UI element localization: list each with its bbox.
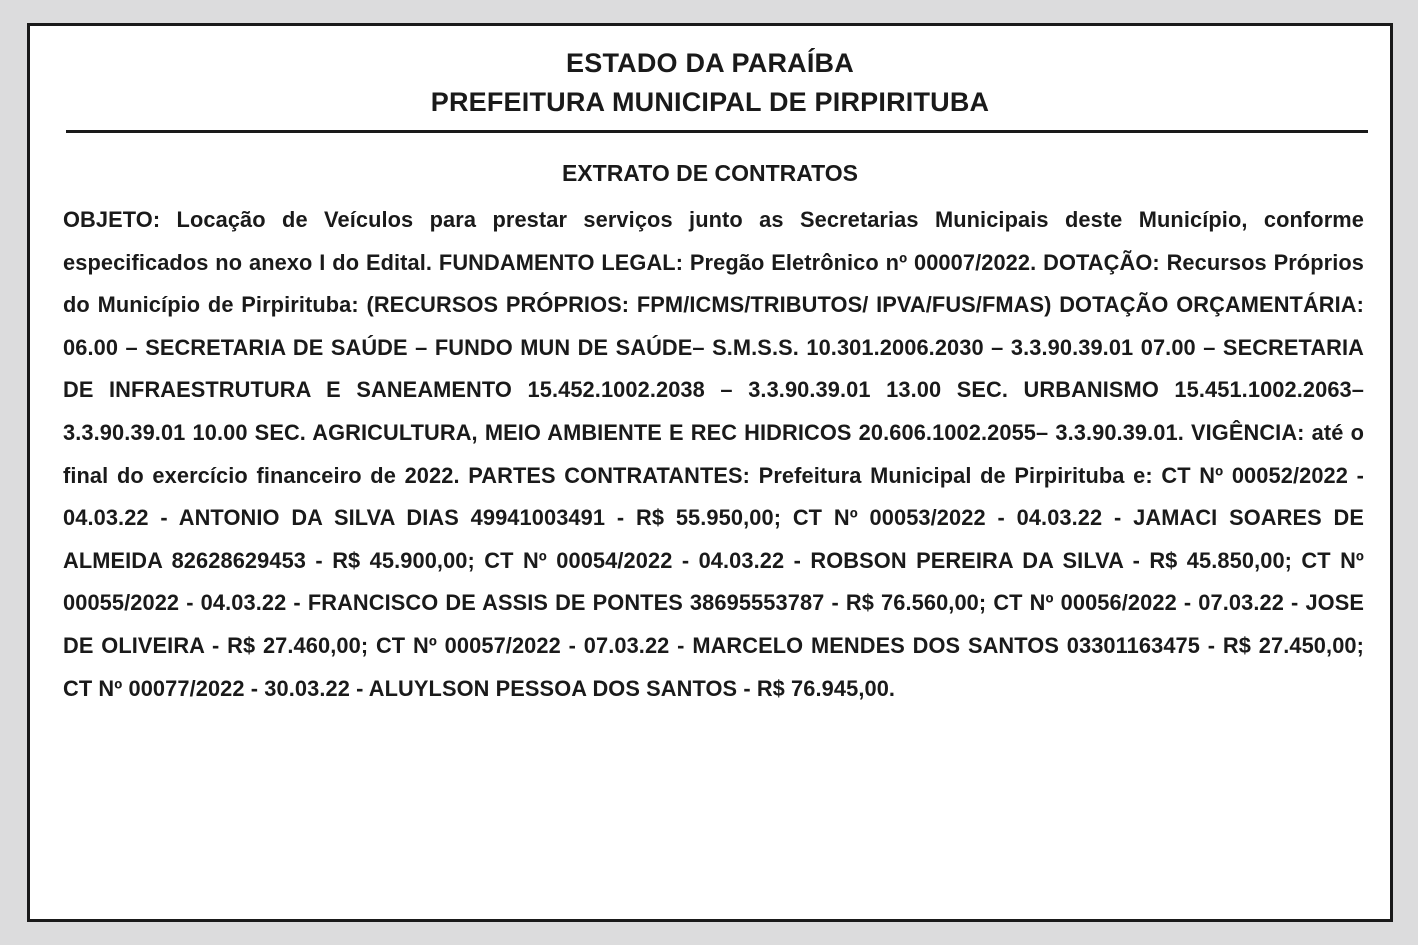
contract-body-text: OBJETO: Locação de Veículos para prestar serviços junto as Secretarias Municipais deste Município, conforme especificados no anexo I do Edital. FUNDAMENTO LEGAL: Pregão Eletrônico nº 00007/2022. DOTAÇÃO: Recursos Próprios do Município de Pirpirituba: (RECURSOS PRÓPRIOS: FPM/ICMS/TRIBUTOS/ IPVA/FUS/FMAS) DOTAÇÃO ORÇAMENTÁRIA: 06.00 – SECRETARIA DE SAÚDE – FUNDO MUN DE SAÚDE– S.M.S.S. 10.301.2006.2030 – 3.3.90.39.01 07.00 – SECRETARIA DE INFRAESTRUTURA E SANEAMENTO 15.452.1002.2038 – 3.3.90.39.01 13.00 SEC. URBANISMO 15.451.1002.2063– 3.3.90.39.01 10.00 SEC. AGRICULTURA, MEIO AMBIENTE E REC HIDRICOS 20.606.1002.2055– 3.3.90.39.01. VIGÊNCIA: até o final do exercício financeiro de 2022. PARTES CONTRATANTES: Prefeitura Municipal de Pirpirituba e: CT Nº 00052/2022 - 04.03.22 - ANTONIO DA SILVA DIAS 49941003491 - R$ 55.950,00; CT Nº 00053/2022 - 04.03.22 - JAMACI SOARES DE ALMEIDA 82628629453 - R$ 45.900,00; CT Nº 00054/2022 - 04.03.22 - ROBSON PEREIRA DA SILVA - R$ 45.850,00; CT Nº 00055/2022 - 04.03.22 - FRANCISCO DE ASSIS DE PONTES 38695553787 - R$ 76.560,00; CT Nº 00056/2022 - 07.03.22 - JOSE DE OLIVEIRA - R$ 27.460,00; CT Nº 00057/2022 - 07.03.22 - MARCELO MENDES DOS SANTOS 03301163475 - R$ 27.450,00; CT Nº 00077/2022 - 30.03.22 - ALUYLSON PESSOA DOS SANTOS - R$ 76.945,00.	[63, 207, 1364, 701]
section-title: EXTRATO DE CONTRATOS	[561, 160, 859, 186]
header-divider	[66, 130, 1368, 133]
contract-extract-notice	[27, 23, 1393, 922]
notice-header	[30, 26, 1390, 122]
municipality-name: PREFEITURA MUNICIPAL DE PIRPIRITUBA	[430, 87, 990, 117]
state-name: ESTADO DA PARAÍBA	[566, 48, 854, 78]
